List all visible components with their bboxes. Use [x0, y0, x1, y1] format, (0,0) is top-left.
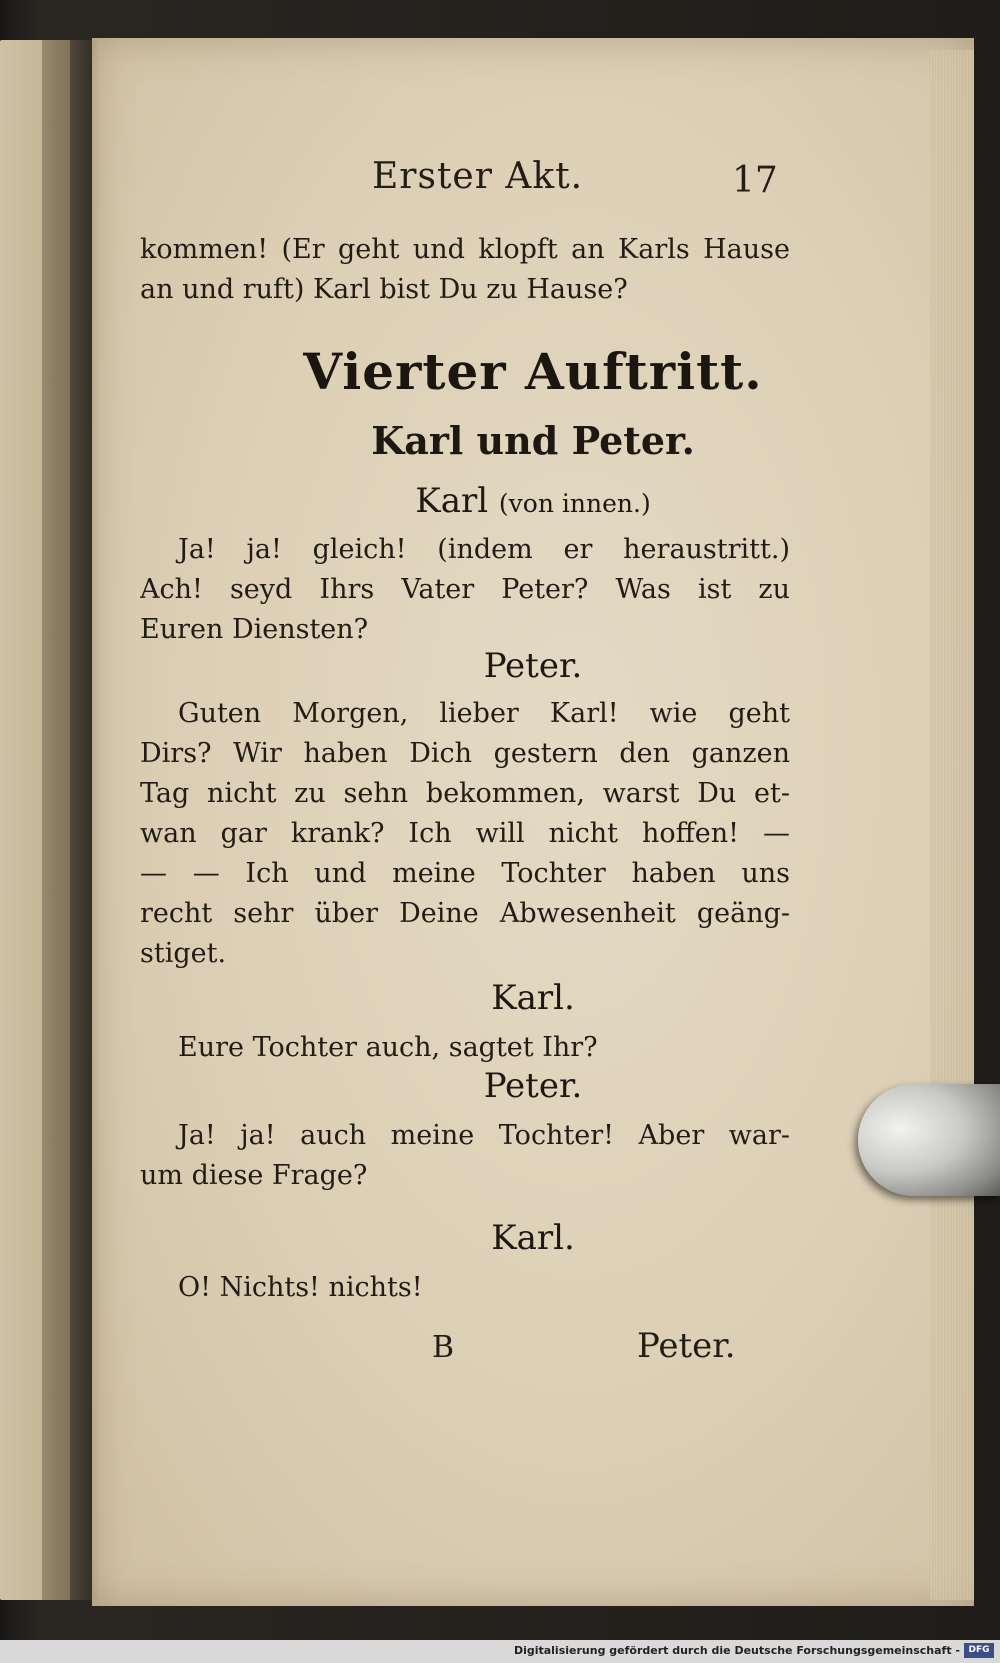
text-line: Eure Tochter auch, sagtet Ihr? [178, 1032, 598, 1063]
catchword: Peter. [637, 1326, 736, 1366]
page-number: 17 [732, 160, 778, 201]
text-line: O! Nichts! nichts! [178, 1272, 423, 1303]
speaker-name: Peter. [483, 1066, 583, 1106]
footer-bar [0, 1640, 1000, 1663]
text-line: stiget. [140, 938, 227, 969]
book-page [92, 38, 974, 1606]
text-line: Euren Diensten? [140, 614, 369, 645]
funding-credit: Digitalisierung gefördert durch die Deutsche Forschungsgemeinschaft - [513, 1644, 960, 1657]
page-stack-edge [930, 50, 974, 1600]
speaker-heading [92, 1218, 974, 1258]
speaker-heading [92, 481, 974, 521]
speaker-heading [92, 646, 974, 686]
speaker-heading [92, 978, 974, 1018]
page-clip [858, 1084, 1000, 1196]
gutter-shadow [42, 40, 100, 1600]
scene-title: Vierter Auftritt. [303, 342, 763, 401]
text-line: Ach! seyd Ihrs Vater Peter? Was ist zu [140, 574, 790, 605]
opening-text [140, 230, 790, 310]
scene-persons: Karl und Peter. [371, 418, 695, 463]
speech [140, 694, 790, 974]
text-line: wan gar krank? Ich will nicht hoffen! — [140, 818, 790, 849]
text-line: um diese Frage? [140, 1160, 368, 1191]
text-line: Ja! ja! gleich! (indem er heraustritt.) [178, 534, 790, 565]
text-line: recht sehr über Deine Abwesenheit geäng- [140, 898, 790, 929]
speaker-heading [92, 1066, 974, 1106]
text-line: Dirs? Wir haben Dich gestern den ganzen [140, 738, 790, 769]
speech [140, 1268, 790, 1308]
running-head [92, 156, 974, 216]
text-line: Tag nicht zu sehn bekommen, warst Du et- [140, 778, 790, 809]
speech [140, 530, 790, 650]
text-line: an und ruft) Karl bist Du zu Hause? [140, 274, 628, 305]
speech [140, 1116, 790, 1196]
text-line: Guten Morgen, lieber Karl! wie geht [178, 698, 790, 729]
dfg-logo-icon: DFG [964, 1643, 994, 1658]
running-head-title: Erster Akt. [372, 156, 584, 197]
text-line: Ja! ja! auch meine Tochter! Aber war- [178, 1120, 790, 1151]
speech [140, 1028, 790, 1068]
speaker-name: Karl [415, 481, 489, 521]
text-line: — — Ich und meine Tochter haben uns [140, 858, 790, 889]
text-line: kommen! (Er geht und klopft an Karls Hause [140, 234, 790, 265]
stage-direction: (von innen.) [498, 489, 651, 518]
speaker-name: Karl. [491, 978, 575, 1018]
speaker-name: Peter. [483, 646, 583, 686]
signature-mark: B [432, 1330, 455, 1365]
speaker-name: Karl. [491, 1218, 575, 1258]
